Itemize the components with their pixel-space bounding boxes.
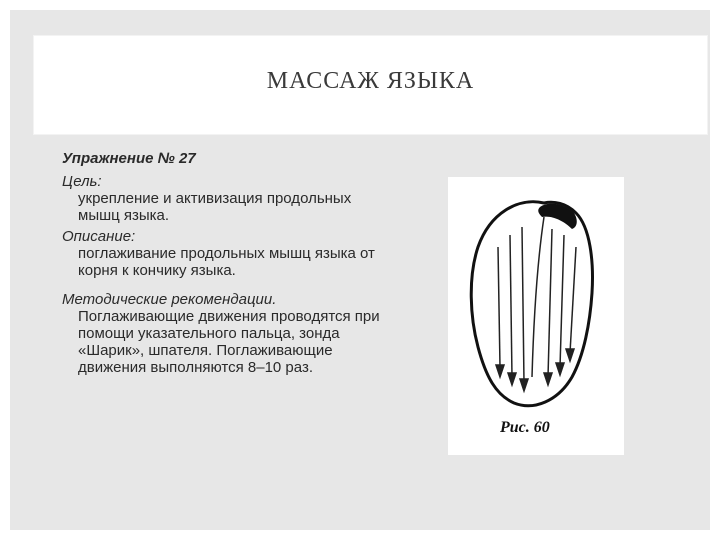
slide-title: МАССАЖ ЯЗЫКА	[266, 68, 475, 94]
goal-label: Цель:	[62, 173, 102, 190]
goal-text: укрепление и активизация продольных мышц языка.	[78, 190, 352, 224]
description-label: Описание:	[62, 228, 136, 245]
description-text: поглаживание продольных мышц языка от корня к кончику языка.	[78, 245, 375, 279]
slide	[10, 10, 710, 530]
method-label: Методические рекомендации.	[62, 291, 277, 308]
tongue-figure	[448, 177, 624, 455]
exercise-heading: Упражнение № 27	[62, 150, 196, 167]
title-box	[34, 36, 707, 134]
tongue-illustration-icon	[448, 177, 624, 455]
method-text: Поглаживающие движения проводятся при помощи указательного пальца, зонда «Шарик», шпателя. Поглаживающие движения выполняются 8–10 раз.	[78, 308, 380, 376]
slide-content	[62, 150, 392, 380]
figure-caption: Рис. 60	[500, 419, 550, 436]
